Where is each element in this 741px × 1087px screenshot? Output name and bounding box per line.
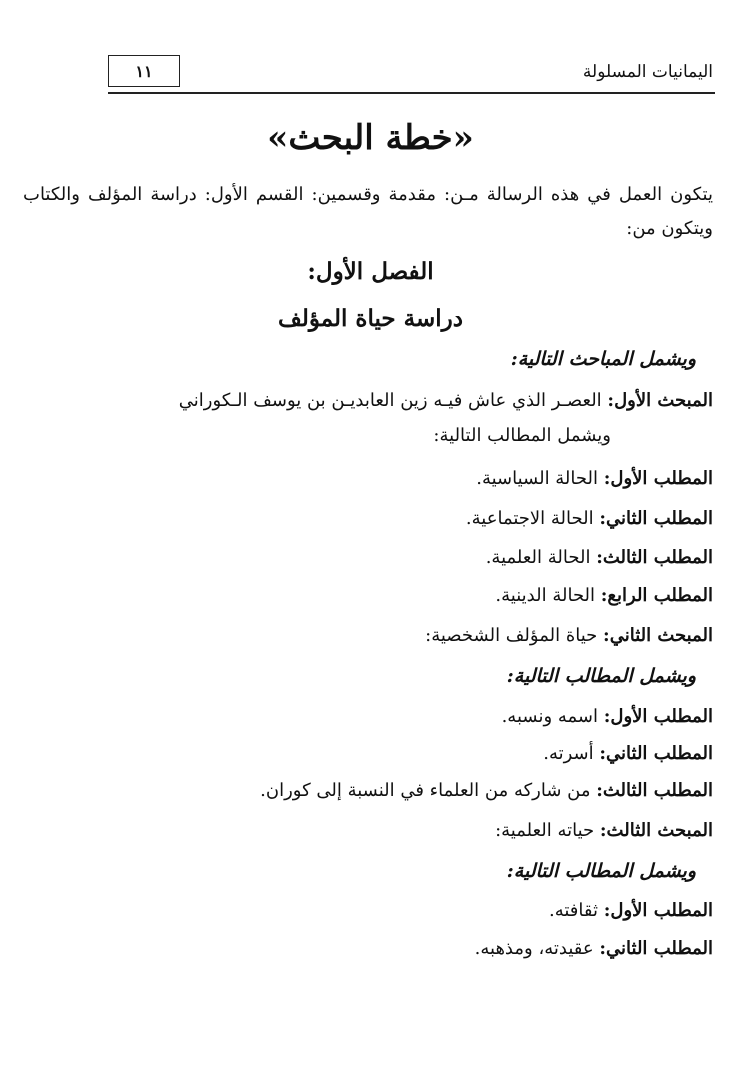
- page-number-text: ١١: [135, 61, 153, 81]
- header-rule: [108, 92, 715, 94]
- section-3-heading: [23, 820, 713, 841]
- chapter-heading: الفصل الأول:: [307, 258, 434, 285]
- section-1-item-4: [23, 585, 713, 606]
- section-1-label: المبحث الأول:: [607, 390, 713, 411]
- item-text: الحالة العلمية.: [485, 547, 591, 568]
- section-3-item-1: [23, 900, 713, 921]
- section-3-label: المبحث الثالث:: [599, 820, 713, 841]
- item-label: المطلب الأول:: [603, 706, 713, 727]
- item-label: المطلب الثاني:: [599, 743, 713, 764]
- section-2-item-2: [23, 743, 713, 764]
- item-text: من شاركه من العلماء في النسبة إلى كوران.: [260, 780, 591, 801]
- item-text: عقيدته، ومذهبه.: [474, 938, 594, 959]
- item-label: المطلب الأول:: [603, 900, 713, 921]
- intro-paragraph: يتكون العمل في هذه الرسالة مـن: مقدمة وقسمين: القسم الأول: دراسة المؤلف والكتاب ويتكون من:: [23, 184, 713, 239]
- section-1-item-3: [23, 547, 713, 568]
- section-3-includes: ويشمل المطالب التالية:: [506, 860, 696, 882]
- item-label: المطلب الثالث:: [596, 547, 713, 568]
- section-2-item-1: [23, 706, 713, 727]
- section-2-item-3: [23, 780, 713, 801]
- item-text: ثقافته.: [549, 900, 599, 921]
- item-text: اسمه ونسبه.: [501, 706, 599, 727]
- section-1-item-2: [23, 508, 713, 529]
- section-3-item-2: [23, 938, 713, 959]
- section-2-text: حياة المؤلف الشخصية:: [425, 625, 598, 646]
- section-2-heading: [23, 625, 713, 646]
- chapter-subtitle: دراسة حياة المؤلف: [278, 305, 463, 332]
- main-title: «خطة البحث»: [267, 118, 474, 158]
- item-text: الحالة الدينية.: [495, 585, 596, 606]
- includes-sections: ويشمل المباحث التالية:: [510, 348, 696, 370]
- section-2-includes: ويشمل المطالب التالية:: [506, 665, 696, 687]
- section-1-heading: [23, 390, 713, 411]
- item-label: المطلب الأول:: [603, 468, 713, 489]
- item-label: المطلب الثاني:: [599, 938, 713, 959]
- item-label: المطلب الرابع:: [600, 585, 713, 606]
- item-label: المطلب الثاني:: [599, 508, 713, 529]
- item-text: الحالة السياسية.: [476, 468, 599, 489]
- page-number: [108, 55, 180, 87]
- item-text: أسرته.: [543, 743, 594, 764]
- section-1-continuation: ويشمل المطالب التالية:: [433, 425, 611, 446]
- section-1-item-1: [23, 468, 713, 489]
- running-header-title: اليمانيات المسلولة: [582, 62, 713, 82]
- section-2-label: المبحث الثاني:: [603, 625, 713, 646]
- section-1-text: العصـر الذي عاش فيـه زين العابديـن بن يوسف الـكوراني: [178, 390, 602, 411]
- item-text: الحالة الاجتماعية.: [465, 508, 594, 529]
- item-label: المطلب الثالث:: [596, 780, 713, 801]
- section-3-text: حياته العلمية:: [495, 820, 595, 841]
